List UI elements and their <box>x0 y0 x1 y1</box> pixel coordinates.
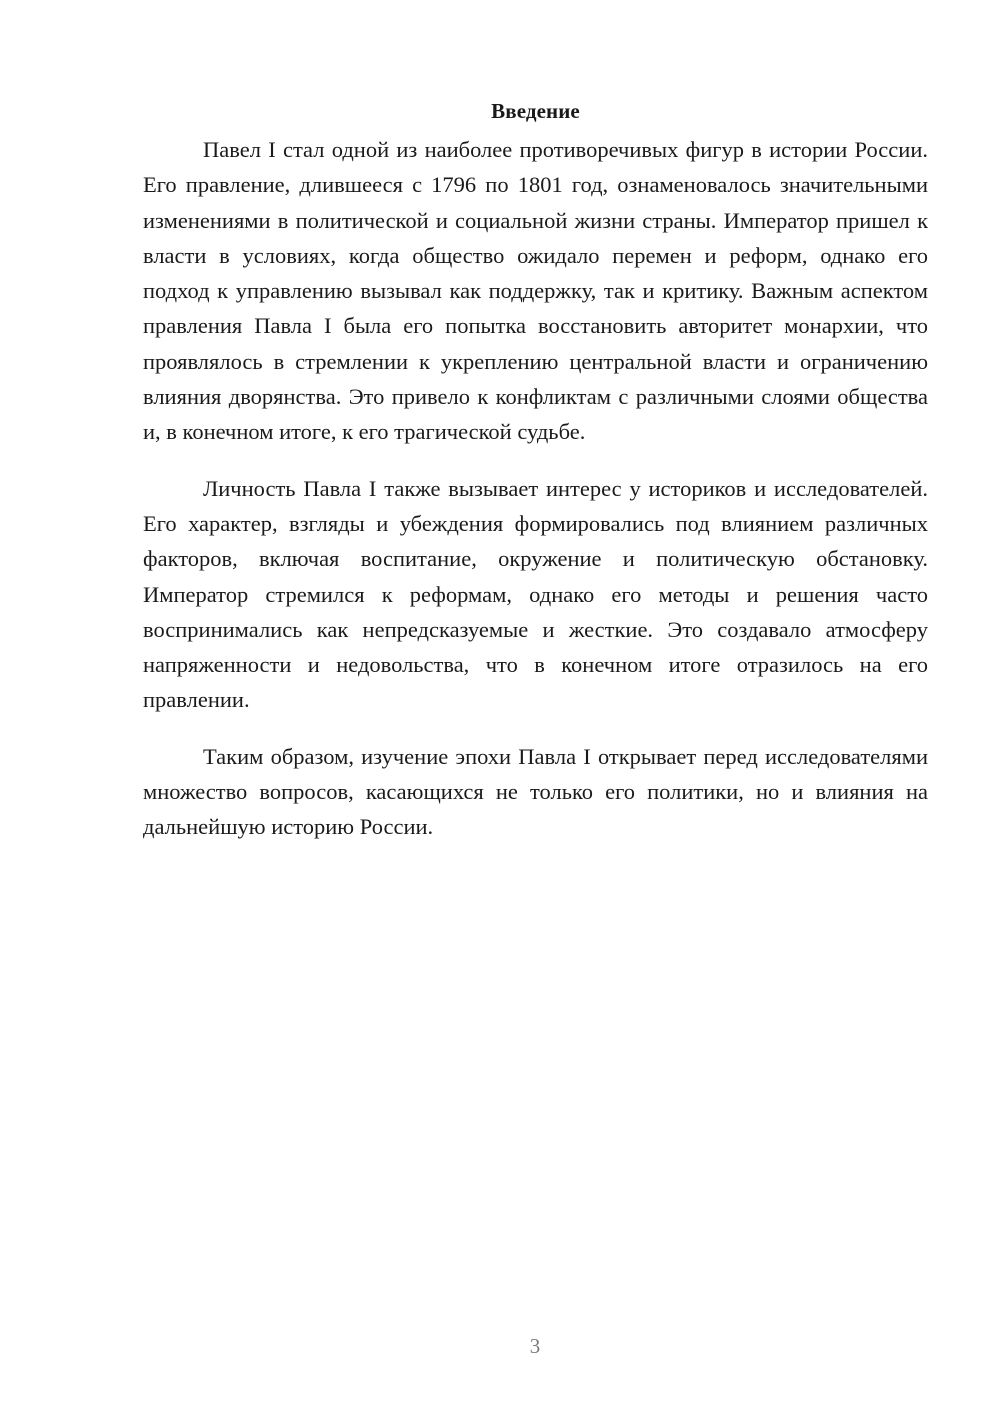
paragraph-1: Павел I стал одной из наиболее противоречивых фигур в истории России. Его правление, длившееся с 1796 по 1801 год, ознаменовалось значительными изменениями в политической и социальной жизни страны. Император пришел к власти в условиях, когда общество ожидало перемен и реформ, однако его подход к управлению вызывал как поддержку, так и критику. Важным аспектом правления Павла I была его попытка восстановить авторитет монархии, что проявлялось в стремлении к укреплению центральной власти и ограничению влияния дворянства. Это привело к конфликтам с различными слоями общества и, в конечном итоге, к его трагической судьбе. <box>143 137 928 445</box>
section-heading: Введение <box>491 99 580 123</box>
paragraph-3: Таким образом, изучение эпохи Павла I открывает перед исследователями множество вопросов, касающихся не только его политики, но и влияния на дальнейшую историю России. <box>143 743 928 840</box>
page-number: 3 <box>529 1334 541 1358</box>
page-content <box>143 96 928 866</box>
paragraph-2: Личность Павла I также вызывает интерес у историков и исследователей. Его характер, взгляды и убеждения формировались под влиянием различных факторов, включая воспитание, окружение и политическую обстановку. Император стремился к реформам, однако его методы и решения часто воспринимались как непредсказуемые и жесткие. Это создавало атмосферу напряженности и недовольства, что в конечном итоге отразилось на его правлении. <box>143 475 928 713</box>
